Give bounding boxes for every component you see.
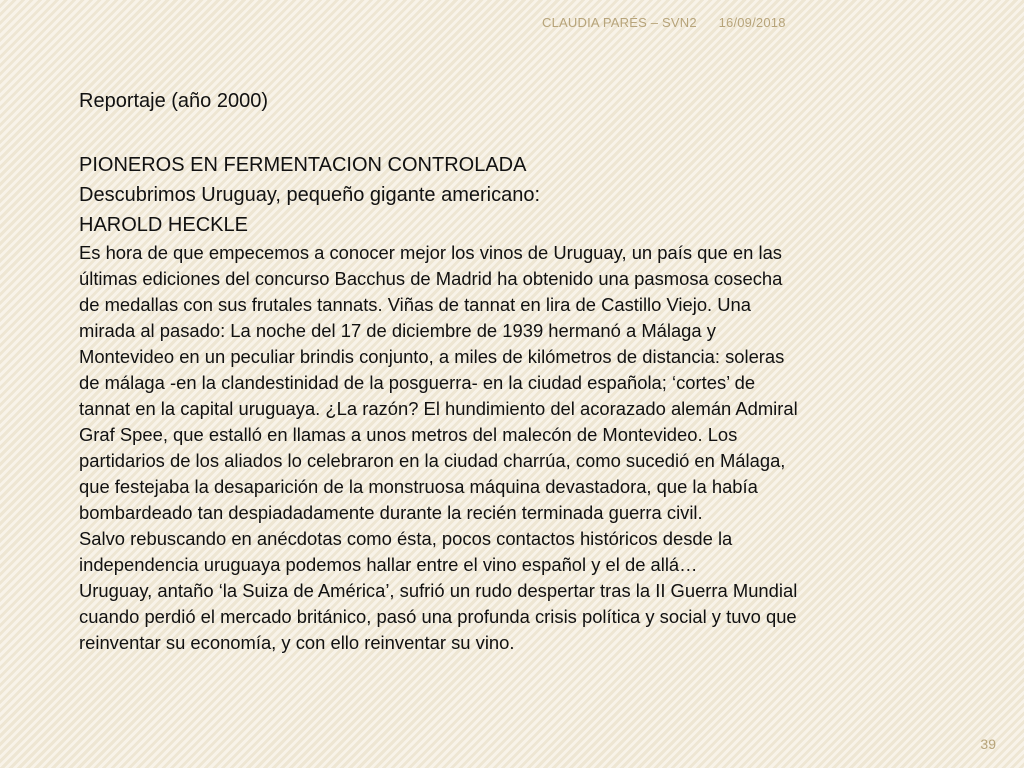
body-line: mirada al pasado: La noche del 17 de diciembre de 1939 hermanó a Málaga y [79,320,716,341]
spacer [79,116,939,150]
body-line: partidarios de los aliados lo celebraron en la ciudad charrúa, como sucedió en Málaga, [79,450,786,471]
body-line: tannat en la capital uruguaya. ¿La razón? El hundimiento del acorazado alemán Admiral [79,398,798,419]
slide-content [79,86,939,656]
body-line: bombardeado tan despiadadamente durante la recién terminada guerra civil. [79,502,703,523]
slide-number: 39 [980,736,996,752]
header-author: CLAUDIA PARÉS – SVN2 [542,15,697,30]
subheading-line: PIONEROS EN FERMENTACION CONTROLADA [79,154,527,176]
body-line: Graf Spee, que estalló en llamas a unos metros del malecón de Montevideo. Los [79,424,738,445]
body-line: Montevideo en un peculiar brindis conjunto, a miles de kilómetros de distancia: soleras [79,346,785,367]
body-line: reinventar su economía, y con ello reinventar su vino. [79,632,515,653]
body-line: últimas ediciones del concurso Bacchus de Madrid ha obtenido una pasmosa cosecha [79,268,783,289]
body-line: de málaga -en la clandestinidad de la posguerra- en la ciudad española; ‘cortes’ de [79,372,756,393]
body-line: Uruguay, antaño ‘la Suiza de América’, sufrió un rudo despertar tras la II Guerra Mundial [79,580,798,601]
report-title: Reportaje (año 2000) [79,90,269,112]
body-line: Es hora de que empecemos a conocer mejor los vinos de Uruguay, un país que en las [79,242,782,263]
body-line: Salvo rebuscando en anécdotas como ésta, pocos contactos históricos desde la [79,528,733,549]
body-line: que festejaba la desaparición de la monstruosa máquina devastadora, que la había [79,476,758,497]
body-line: de medallas con sus frutales tannats. Viñas de tannat en lira de Castillo Viejo. Una [79,294,752,315]
slide-header [542,15,786,30]
body-line: cuando perdió el mercado británico, pasó una profunda crisis política y social y tuvo que [79,606,797,627]
subheading-line: Descubrimos Uruguay, pequeño gigante americano: [79,184,541,206]
subheading-line: HAROLD HECKLE [79,214,248,236]
body-line: independencia uruguaya podemos hallar entre el vino español y el de allá… [79,554,698,575]
header-date: 16/09/2018 [718,15,786,30]
